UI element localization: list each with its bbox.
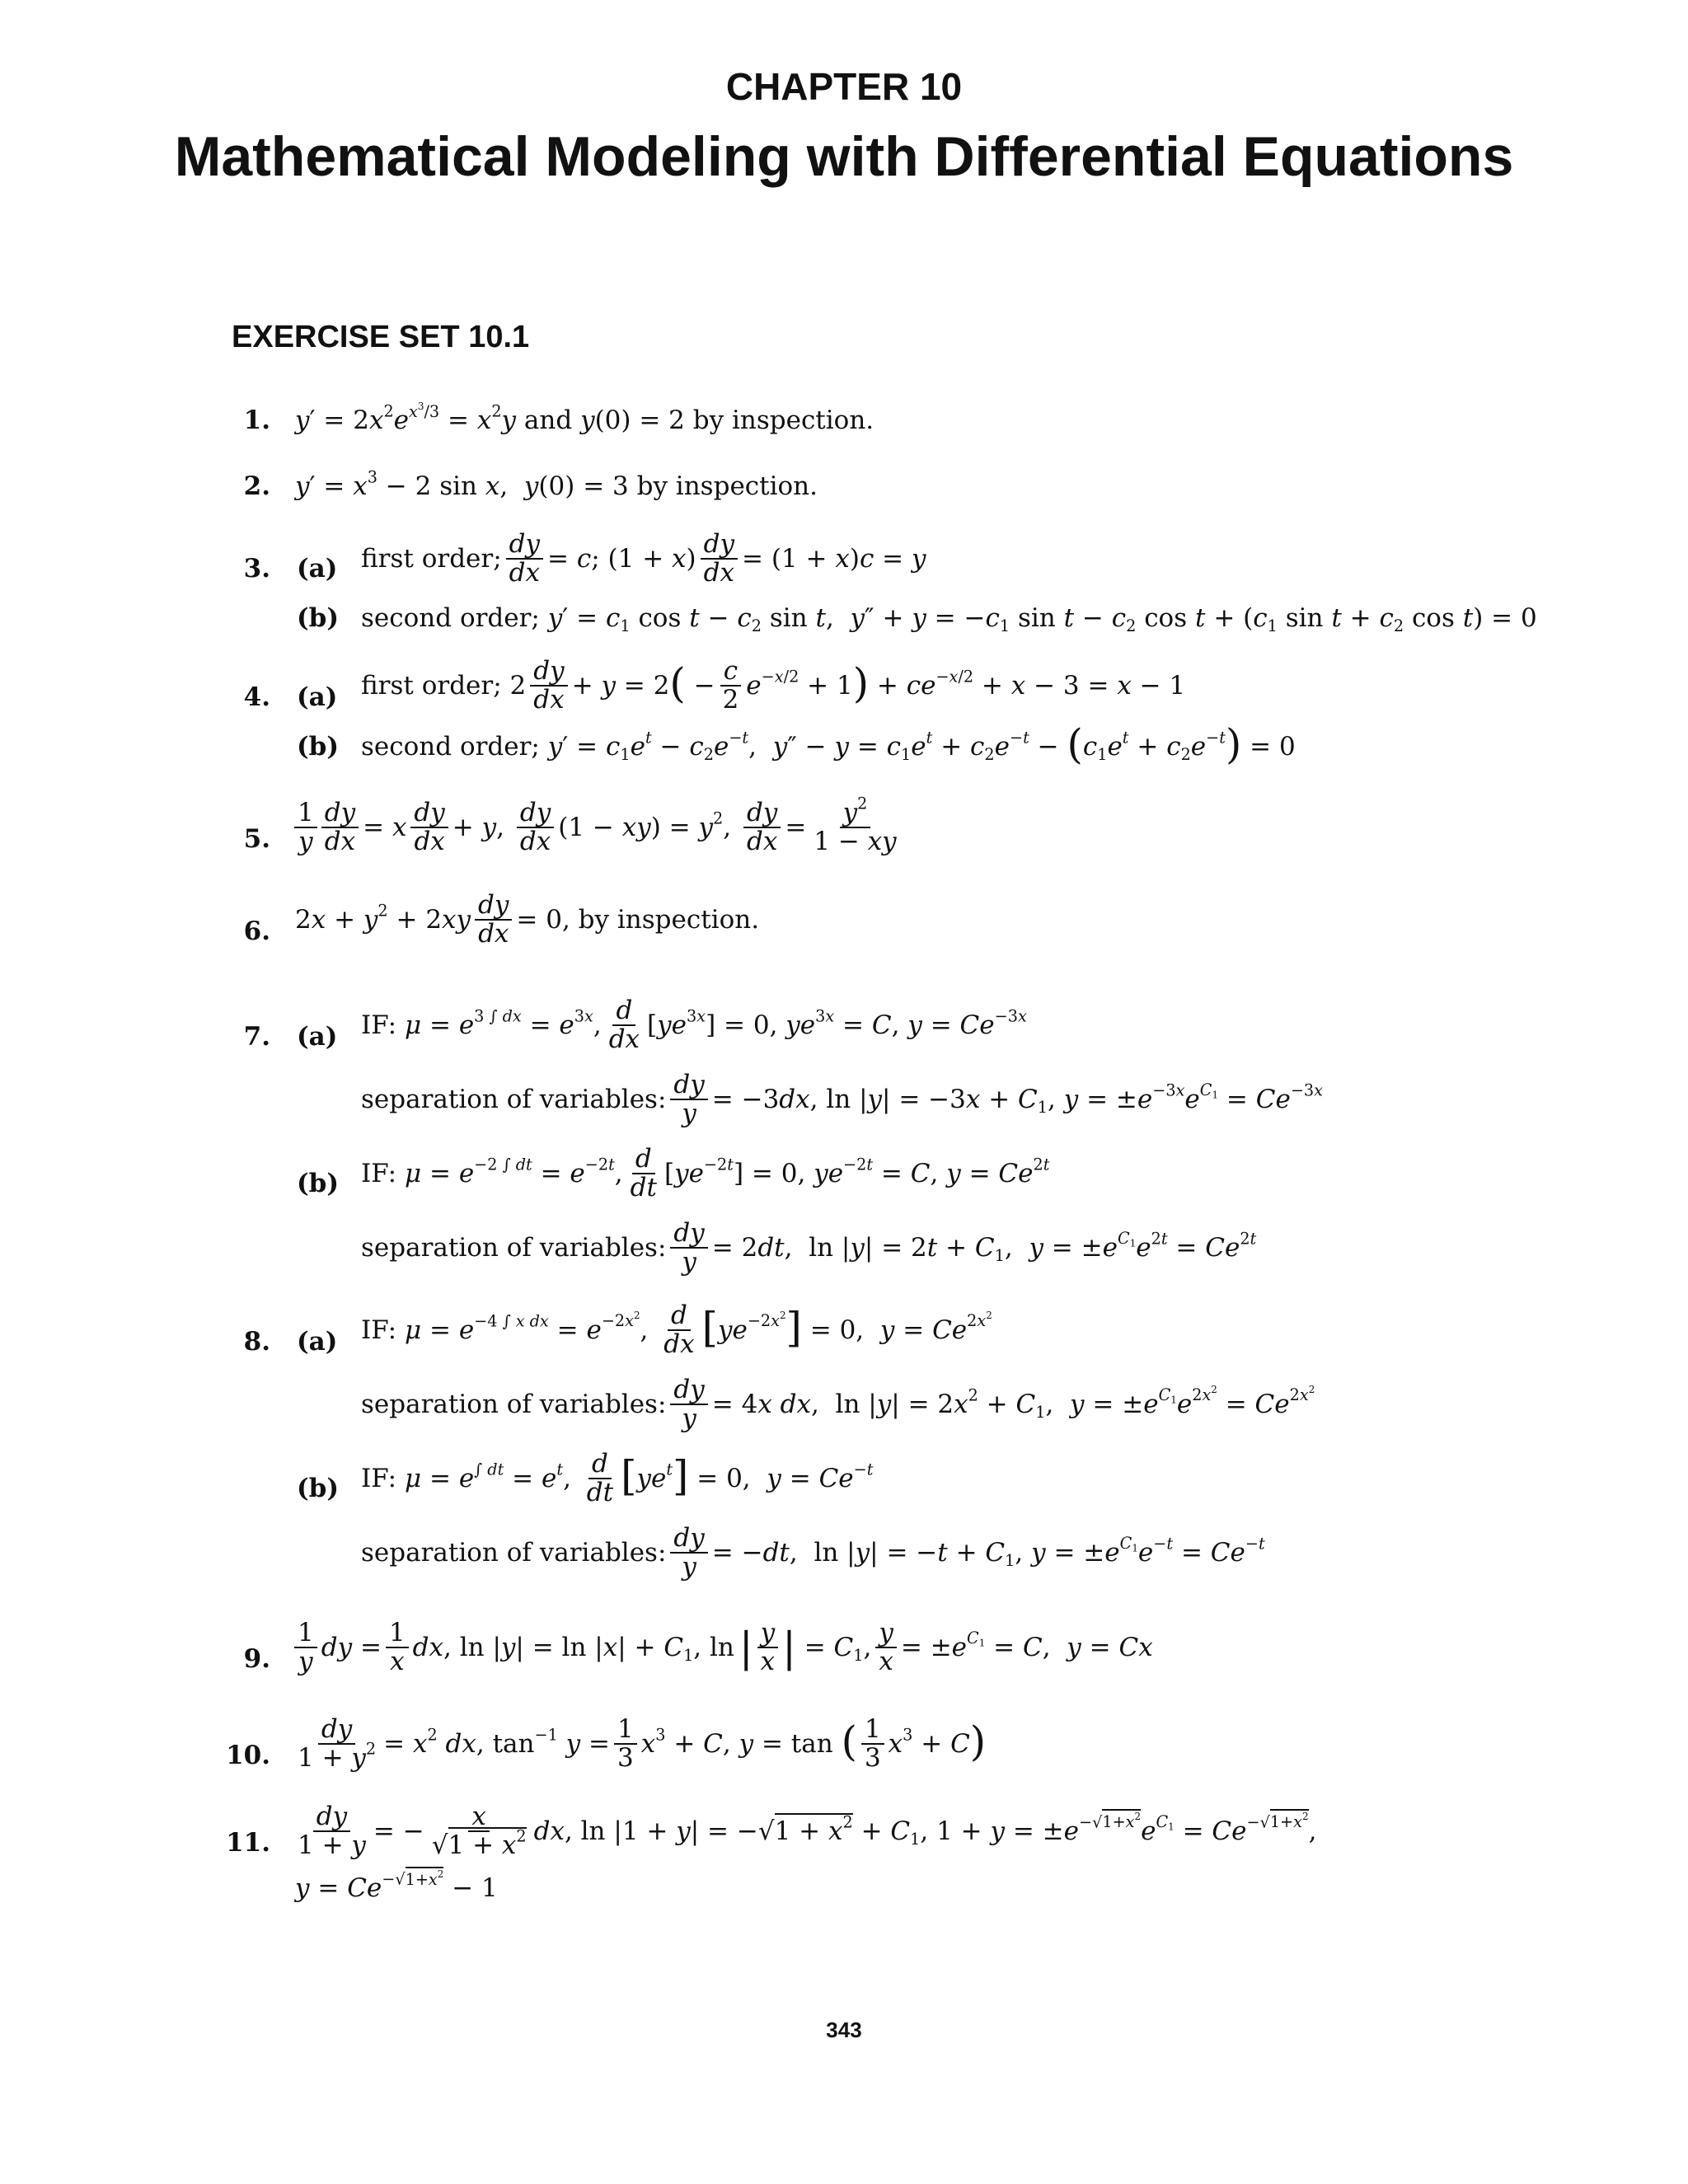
text-separation: separation of variables: [361,1084,667,1114]
text-by-inspection: = 0, by inspection. [516,904,760,935]
text-if: IF: [361,1463,397,1493]
text-first-order: first order; [361,543,502,574]
exercise-number: 2. [243,471,270,501]
text-separation: separation of variables: [361,1232,667,1263]
exercise-11-equation: $\frac{dy}{1 + y}$ = − $\frac{x}{√1 + x^2}$ dx, $\ln |1 + y| = -√1 + x^2 + C_1$, $1 + y = \pm e^{-√1+x^2}e^{C_1} = Ce^{-√1+x^2}$, [298,1802,1317,1860]
text-first-order: first order; [361,670,502,701]
exercise-7b-if: IF: $\mu = e^{-2 \int dt} = e^{-2t}$, $\frac{d}{dt}$ $[ye^{-2t}] = 0$, $ye^{-2t} = C$, $y = Ce^{2t}$ [361,1144,1050,1202]
text-if: IF: [361,1315,397,1345]
part-label: (b) [297,1474,340,1503]
exercise-number: 3. [243,554,270,583]
part-label: (a) [297,682,338,712]
exercise-9-equation: $\frac{1}{y}$ dy = $\frac{1}{x}$ dx, $\ln |y| = \ln |x| + C_1$, ln | $\frac{y}{x}$ | = $C_1$, $\frac{y}{x}$ = $\pm e^{C_1} = C$, y = Cx [290,1619,1153,1675]
exercise-3b-equation: second order; $y' = c_1$ $\cos t - c_2$ sin t, $y'' + y = -c_1$ $\sin t - c_2$ $\cos t + (c_1$ $\sin t + c_2$ cos t) = 0 [361,603,1537,635]
chapter-title: Mathematical Modeling with Differential Equations [174,125,1514,188]
text-and: and [523,405,573,435]
exercise-8a-if: IF: $\mu = e^{-4 \int x dx} = e^{-2x^2}$, $\frac{d}{dx}$ $[ye^{-2x^2}] = 0$, $y = Ce^{2x^2}$ [361,1301,992,1359]
text-separation: separation of variables: [361,1389,667,1419]
exercise-5-equation: $\frac{1}{y}$ $\frac{dy}{dx}$ = x $\frac{dy}{dx}$ + y, $\frac{dy}{dx}$ $(1 - xy) = y^2$, $\frac{dy}{dx}$ = $\frac{y^2}{1 - xy}$ [290,799,904,855]
exercise-8b-if: IF: $\mu = e^{\int dt} = e^t$, $\frac{d}{dt}$ $[ye^t] = 0$, $y = Ce^{-t}$ [361,1449,874,1507]
exercise-7a-separation: separation of variables: $\frac{dy}{y}$ = −3dx, $\ln |y| = -3x + C_1$, $y = \pm e^{-3x}e^{C_1} = Ce^{-3x}$ [361,1070,1323,1128]
part-label: (a) [297,1022,338,1052]
page-number: 343 [826,2018,862,2042]
part-label: (b) [297,732,340,762]
text-if: IF: [361,1158,397,1188]
exercise-number: 6. [243,916,270,946]
exercise-number: 4. [243,682,270,712]
text-separation: separation of variables: [361,1537,667,1568]
exercise-4a-equation: first order; 2 $\frac{dy}{dx}$ + y = 2( − $\frac{c}{2}$ $e^{-x/2} + 1) + ce^{-x/2} + x - 3 = x - 1$ [361,656,1186,715]
exercise-number: 5. [243,824,270,854]
text-if: IF: [361,1010,397,1040]
exercise-number: 11. [226,1828,270,1858]
part-label: (a) [297,554,338,583]
text-by-inspection: by inspection. [636,471,818,501]
part-label: (b) [297,603,340,633]
part-label: (a) [297,1327,338,1357]
exercise-number: 8. [243,1327,270,1357]
chapter-heading: CHAPTER 10 [725,65,963,108]
exercise-7b-separation: separation of variables: $\frac{dy}{y}$ = 2dt, $\ln |y| = 2t + C_1$, $y = \pm e^{C_1}e^{2t} = Ce^{2t}$ [361,1218,1257,1277]
exercise-number: 7. [243,1022,270,1052]
exercise-2-equation: $y' = x^3 - 2$ sin x, y(0) = 3 by inspection. [295,467,818,501]
exercise-1-equation: $y' = 2x^2e^{x^3/3} = x^2y$ and y(0) = 2 by inspection. [295,400,874,435]
exercise-number: 1. [243,405,270,435]
exercise-number: 10. [226,1741,270,1770]
exercise-11-result: $y = Ce^{-√1+x^2} - 1$ [295,1873,498,1903]
text-second-order: second order; [361,603,540,633]
text-second-order: second order; [361,732,540,762]
text-by-inspection: by inspection. [692,405,874,435]
exercise-10-equation: $\frac{dy}{1 + y^2}$ = $x^2$ dx, $\tan^{-1} y$ = $\frac{1}{3}$ $x^3 + C$, y = tan ( $\frac{1}{3}$ $x^3 + C$) [298,1714,987,1773]
exercise-4b-equation: second order; $y' = c_1e^t - c_2e^{-t}$, $y'' - y = c_1e^t + c_2e^{-t} - (c_1e^t + c_2e^{-t}) = 0$ [361,719,1296,768]
exercise-6-equation: $2x + y^2 + 2xy$ $\frac{dy}{dx}$ = 0, by inspection. [295,890,760,949]
exercise-7a-if: IF: $\mu = e^{3 \int dx} = e^{3x}$, $\frac{d}{dx}$ $[ye^{3x}] = 0$, $ye^{3x} = C$, $y = Ce^{-3x}$ [361,996,1027,1054]
exercise-8b-separation: separation of variables: $\frac{dy}{y}$ = −dt, $\ln |y| = -t + C_1$, $y = \pm e^{C_1}e^{-t} = Ce^{-t}$ [361,1523,1265,1582]
exercise-3a-equation: first order; $\frac{dy}{dx}$ = c; (1 + x) $\frac{dy}{dx}$ = (1 + x)c = y [361,529,926,588]
section-heading: EXERCISE SET 10.1 [232,320,530,354]
part-label: (b) [297,1169,340,1198]
exercise-number: 9. [243,1644,270,1674]
exercise-8a-separation: separation of variables: $\frac{dy}{y}$ = 4x dx, $\ln |y| = 2x^2 + C_1$, $y = \pm e^{C_1}e^{2x^2} = Ce^{2x^2}$ [361,1375,1315,1433]
